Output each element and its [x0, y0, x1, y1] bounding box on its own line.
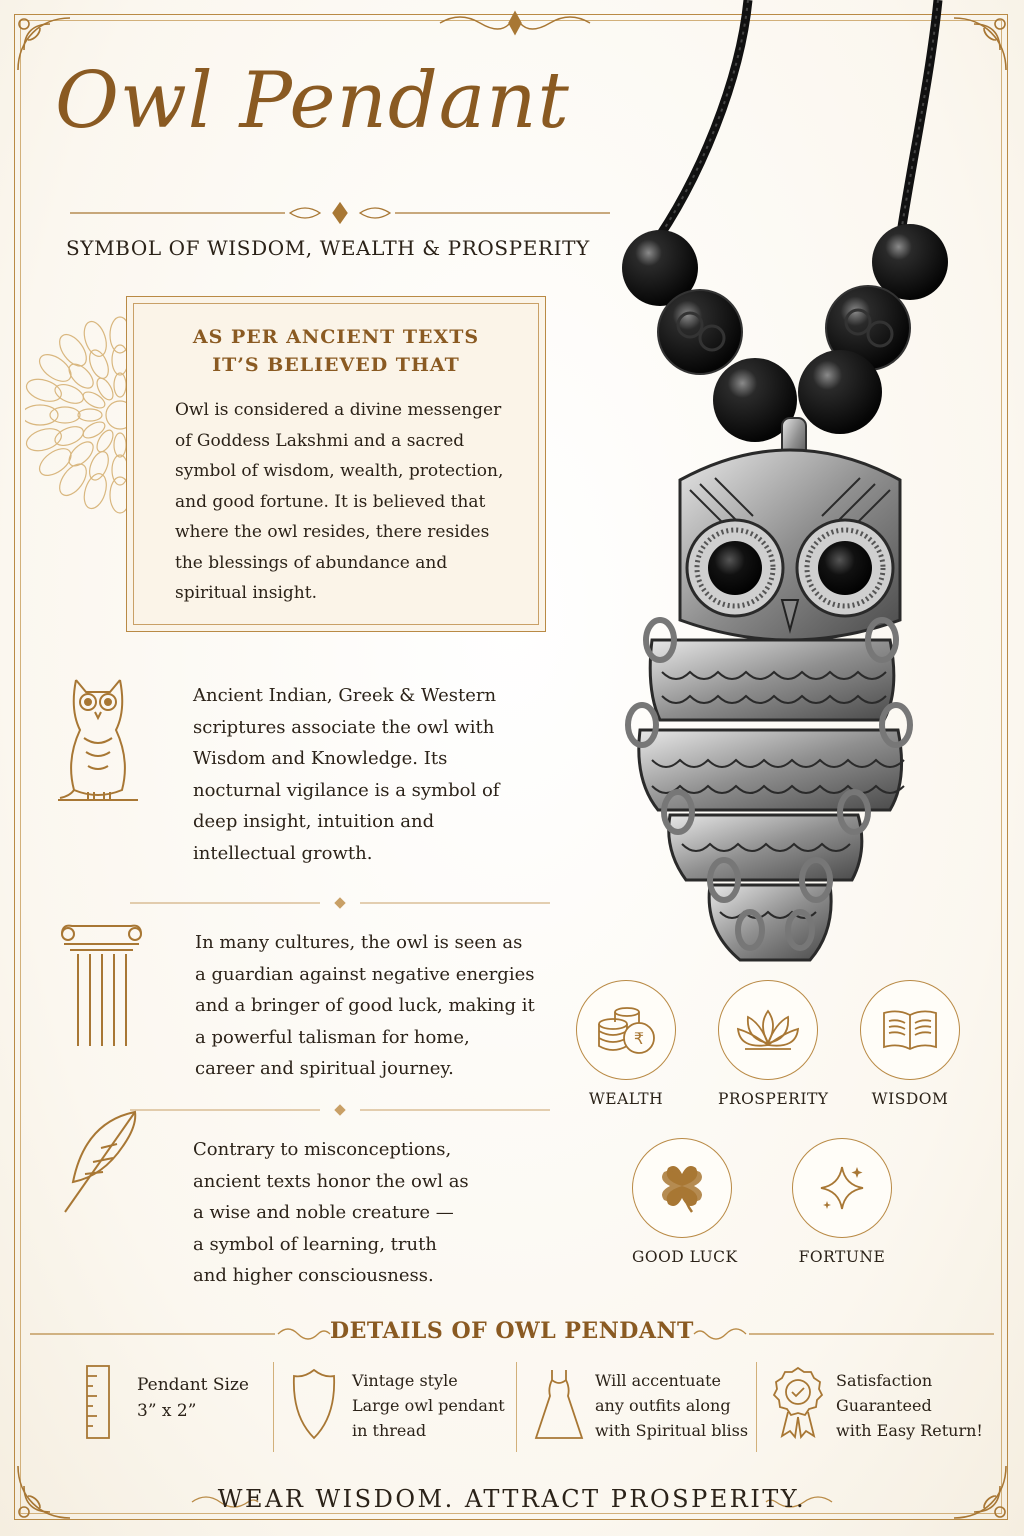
owl-pendant-image [600, 0, 960, 975]
tagline: WEAR WISDOM. ATTRACT PROSPERITY. [217, 1485, 807, 1513]
pillar-icon [54, 920, 149, 1050]
detail-style-text [352, 1368, 512, 1443]
title-divider-icon [70, 200, 610, 226]
intro-line: symbol of wisdom, wealth, protection, [175, 461, 504, 481]
intro-box [126, 296, 546, 632]
badge-circle [576, 980, 676, 1080]
badge-circle [792, 1138, 892, 1238]
detail-line: any outfits along [595, 1396, 731, 1415]
detail-line: Pendant Size [137, 1375, 249, 1395]
badge-label: WISDOM [871, 1090, 949, 1108]
badge-circle [632, 1138, 732, 1238]
detail-size-text [137, 1372, 267, 1424]
intro-line: of Goddess Lakshmi and a sacred [175, 430, 465, 451]
detail-outfit-text [595, 1368, 755, 1443]
top-ornament-icon [430, 8, 600, 38]
badge-circle [718, 980, 818, 1080]
section-divider-icon [130, 1104, 550, 1116]
intro-line: where the owl resides, there resides [175, 522, 490, 542]
lotus-icon [735, 1007, 801, 1053]
badge-prosperity [718, 980, 829, 1108]
feature-line: and a bringer of good luck, making it [195, 995, 535, 1016]
badge-wealth [576, 980, 676, 1108]
sparkle-icon [817, 1163, 867, 1213]
feature-line: Contrary to misconceptions, [193, 1139, 452, 1160]
feature-line: scriptures associate the owl with [193, 716, 495, 738]
feather-icon [55, 1108, 145, 1218]
intro-line: spiritual insight. [175, 583, 317, 603]
intro-heading-line: AS PER ANCIENT TEXTS [192, 326, 480, 348]
clover-icon [656, 1160, 708, 1216]
coin-symbol: ₹ [633, 1029, 645, 1048]
detail-line: Will accentuate [595, 1371, 722, 1390]
detail-line: 3” x 2” [137, 1401, 197, 1421]
feature-text-1 [193, 680, 553, 869]
intro-line: and good fortune. It is believed that [175, 491, 486, 512]
badge-wisdom [860, 980, 960, 1108]
owl-icon [48, 668, 148, 808]
detail-line: with Spiritual bliss [595, 1421, 749, 1440]
detail-separator [516, 1362, 517, 1452]
shield-icon [292, 1368, 336, 1440]
feature-line: a symbol of learning, truth [193, 1233, 437, 1255]
badge-label: FORTUNE [798, 1248, 886, 1266]
intro-text [175, 395, 535, 609]
feature-text-3 [193, 1134, 553, 1292]
intro-line: Owl is considered a divine messenger [175, 400, 502, 420]
page-subtitle: SYMBOL OF WISDOM, WEALTH & PROSPERITY [66, 236, 590, 260]
detail-line: Satisfaction [836, 1371, 933, 1390]
book-icon [879, 1007, 941, 1053]
feature-text-2 [195, 927, 555, 1085]
award-icon [772, 1366, 824, 1440]
badge-fortune [792, 1138, 892, 1266]
feature-line: career and spiritual journey. [195, 1058, 454, 1079]
feature-line: a powerful talisman for home, [195, 1026, 470, 1048]
coins-icon [595, 1004, 657, 1056]
badge-label: PROSPERITY [718, 1090, 829, 1108]
detail-line: Guaranteed [836, 1396, 932, 1415]
intro-line: the blessings of abundance and [175, 552, 448, 573]
feature-line: intellectual growth. [193, 842, 373, 864]
feature-line: Ancient Indian, Greek & Western [193, 685, 497, 706]
feature-line: Wisdom and Knowledge. Its [193, 748, 448, 769]
section-divider-icon [130, 897, 550, 909]
feature-line: and higher consciousness. [193, 1265, 434, 1286]
details-title: DETAILS OF OWL PENDANT [330, 1318, 694, 1344]
feature-line: a wise and noble creature — [193, 1202, 454, 1223]
badge-good-luck [632, 1138, 738, 1266]
feature-line: ancient texts honor the owl as [193, 1170, 469, 1192]
detail-separator [756, 1362, 757, 1452]
detail-line: in thread [352, 1421, 427, 1440]
feature-line: nocturnal vigilance is a symbol of [193, 779, 500, 801]
intro-heading-line: IT’S BELIEVED THAT [212, 354, 460, 376]
page-title: Owl Pendant [55, 56, 570, 146]
detail-line: with Easy Return! [836, 1421, 983, 1440]
feature-line: In many cultures, the owl is seen as [195, 932, 523, 953]
detail-guarantee-text [836, 1368, 1006, 1443]
badge-circle [860, 980, 960, 1080]
detail-separator [273, 1362, 274, 1452]
badge-label: WEALTH [588, 1090, 664, 1108]
feature-line: a guardian against negative energies [195, 963, 535, 985]
detail-line: Vintage style [352, 1371, 458, 1390]
ruler-icon [85, 1364, 111, 1440]
dress-icon [534, 1368, 584, 1442]
intro-heading [127, 323, 545, 379]
detail-line: Large owl pendant [352, 1396, 505, 1415]
badge-label: GOOD LUCK [632, 1248, 738, 1266]
feature-line: deep insight, intuition and [193, 811, 435, 832]
